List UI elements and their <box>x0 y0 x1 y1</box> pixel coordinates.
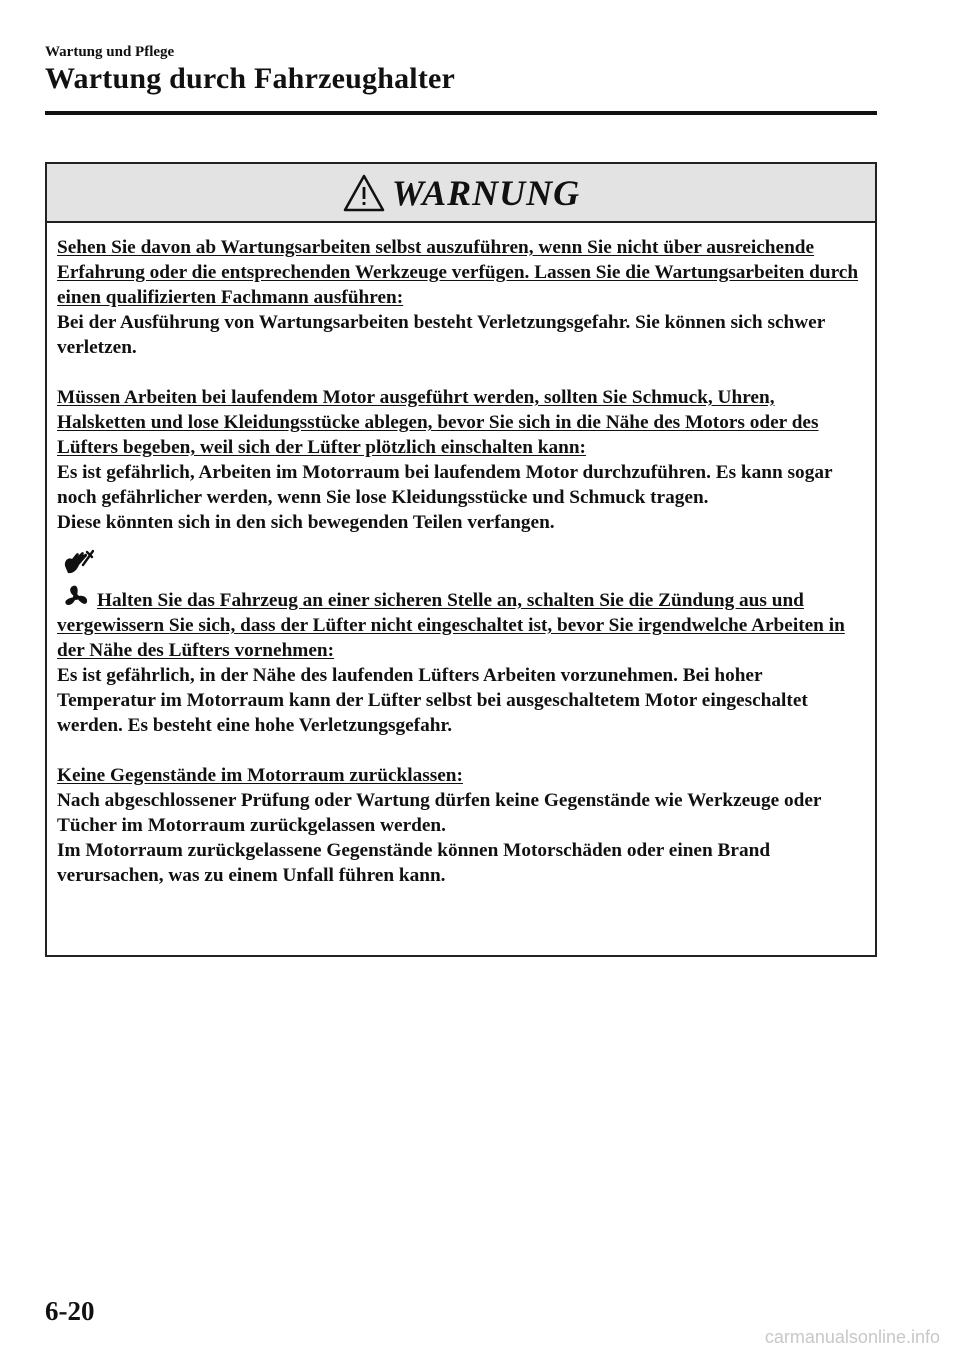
warning-text-4: Nach abgeschlossener Prüfung oder Wartung dürfen keine Gegenstände wie Werkzeuge oder Tücher im Motorraum zurückgelassen werden. <box>57 790 822 836</box>
warning-heading-2: Müssen Arbeiten bei laufendem Motor ausgeführt werden, sollten Sie Schmuck, Uhren, Halsketten und lose Kleidungsstücke ablegen, bevor Sie sich in die Nähe des Motors oder des Lüfters begeben, weil sich der Lüfter plötzlich einschalten kann: <box>57 387 819 458</box>
fan-icon <box>57 585 95 609</box>
warning-title: WARNUNG <box>391 172 581 213</box>
warning-heading-1: Sehen Sie davon ab Wartungsarbeiten selbst auszuführen, wenn Sie nicht über ausreichende Erfahrung oder die entsprechenden Werkzeuge verfügen. Lassen Sie die Wartungsarbeiten durch einen qualifizierten Fachmann ausführen: <box>57 237 859 308</box>
warning-triangle-icon <box>342 173 386 213</box>
watermark: carmanualsonline.info <box>764 1327 940 1347</box>
warning-text-4b: Im Motorraum zurückgelassene Gegenstände können Motorschäden oder einen Brand verursachen, was zu einem Unfall führen kann. <box>57 840 771 886</box>
warning-heading-3-wrap <box>57 585 865 663</box>
warning-header <box>47 164 875 223</box>
warning-heading-4: Keine Gegenstände im Motorraum zurücklassen: <box>57 765 463 786</box>
page-title: Wartung durch Fahrzeughalter <box>45 62 456 95</box>
warning-heading-3: Halten Sie das Fahrzeug an einer sicheren Stelle an, schalten Sie die Zündung aus und vergewissern Sie sich, dass der Lüfter nicht eingeschaltet ist, bevor Sie irgendwelche Arbeiten in der Nähe des Lüfters vornehmen: <box>57 590 845 661</box>
title-rule <box>45 111 877 115</box>
warning-body <box>47 223 875 888</box>
warning-box <box>45 162 877 957</box>
page-number: 6-20 <box>45 1296 95 1326</box>
fan-warning-row <box>57 535 865 585</box>
hand-fan-warning-icon <box>62 548 94 582</box>
warning-text-2: Es ist gefährlich, Arbeiten im Motorraum bei laufendem Motor durchzuführen. Es kann sogar noch gefährlicher werden, wenn Sie lose Kleidungsstücke und Schmuck tragen. <box>57 462 833 508</box>
warning-text-2b: Diese könnten sich in den sich bewegenden Teilen verfangen. <box>57 512 555 533</box>
warning-text-3: Es ist gefährlich, in der Nähe des laufenden Lüfters Arbeiten vorzunehmen. Bei hoher Temperatur im Motorraum kann der Lüfter selbst bei ausgeschaltetem Motor eingeschaltet werden. Es besteht eine hohe Verletzungsgefahr. <box>57 665 808 736</box>
section-label: Wartung und Pflege <box>45 44 175 60</box>
warning-text-1: Bei der Ausführung von Wartungsarbeiten besteht Verletzungsgefahr. Sie können sich schwer verletzen. <box>57 312 825 358</box>
